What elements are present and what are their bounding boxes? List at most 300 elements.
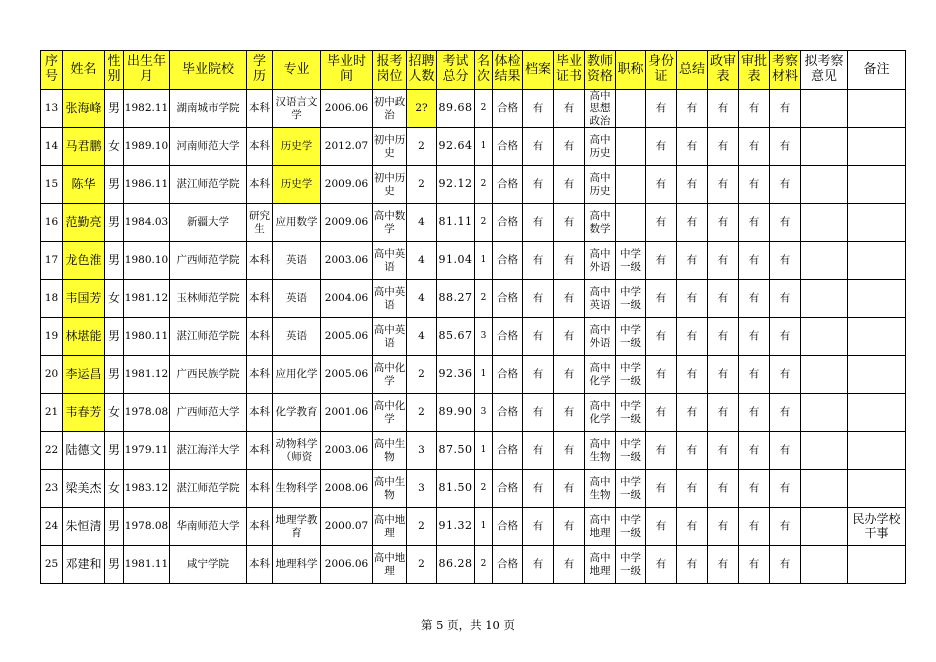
table-cell: 1978.08 <box>124 508 170 546</box>
table-cell: 有 <box>677 242 708 280</box>
column-header: 政审表 <box>708 51 739 90</box>
table-cell: 1 <box>475 356 493 394</box>
table-cell: 本科 <box>247 166 273 204</box>
table-cell <box>848 166 906 204</box>
table-cell: 有 <box>554 242 585 280</box>
table-row <box>41 280 906 318</box>
table-cell: 女 <box>105 470 124 508</box>
column-header: 拟考察意见 <box>801 51 848 90</box>
table-cell: 有 <box>739 90 770 128</box>
table-cell: 化学教育 <box>273 394 321 432</box>
table-cell: 中学一级 <box>616 394 646 432</box>
table-cell: 龙色淮 <box>63 242 105 280</box>
table-cell: 男 <box>105 432 124 470</box>
table-cell: 有 <box>554 318 585 356</box>
table-body <box>41 90 906 584</box>
page-footer: 第 5 页，共 10 页 <box>420 618 516 632</box>
table-row <box>41 204 906 242</box>
table-cell: 有 <box>677 508 708 546</box>
table-cell: 应用化学 <box>273 356 321 394</box>
candidate-table <box>40 50 906 584</box>
table-cell: 2006.06 <box>321 90 373 128</box>
table-cell: 有 <box>646 508 677 546</box>
table-cell: 广西民族学院 <box>170 356 247 394</box>
table-cell: 高中生物 <box>585 432 616 470</box>
column-header: 专业 <box>273 51 321 90</box>
table-cell: 韦国芳 <box>63 280 105 318</box>
table-cell: 有 <box>646 356 677 394</box>
table-cell: 本科 <box>247 508 273 546</box>
table-cell: 2000.07 <box>321 508 373 546</box>
table-cell: 有 <box>739 432 770 470</box>
table-cell: 男 <box>105 166 124 204</box>
table-cell: 91.32 <box>437 508 475 546</box>
table-cell: 有 <box>739 546 770 584</box>
table-cell: 有 <box>708 432 739 470</box>
table-cell: 有 <box>646 280 677 318</box>
table-cell: 19 <box>41 318 63 356</box>
table-cell: 有 <box>770 546 801 584</box>
table-cell: 92.64 <box>437 128 475 166</box>
table-cell: 1989.10 <box>124 128 170 166</box>
table-cell: 有 <box>708 356 739 394</box>
table-cell: 有 <box>770 394 801 432</box>
table-cell: 有 <box>770 432 801 470</box>
table-cell: 高中化学 <box>585 356 616 394</box>
table-cell: 25 <box>41 546 63 584</box>
column-header: 考试总分 <box>437 51 475 90</box>
table-cell <box>848 470 906 508</box>
table-cell: 89.90 <box>437 394 475 432</box>
table-cell: 邓建和 <box>63 546 105 584</box>
table-cell: 1986.11 <box>124 166 170 204</box>
table-row <box>41 394 906 432</box>
column-header: 毕业时间 <box>321 51 373 90</box>
table-cell: 男 <box>105 508 124 546</box>
table-cell: 2 <box>475 280 493 318</box>
table-cell: 男 <box>105 204 124 242</box>
table-cell: 2001.06 <box>321 394 373 432</box>
table-cell: 4 <box>407 318 437 356</box>
table-cell <box>801 470 848 508</box>
table-cell: 2008.06 <box>321 470 373 508</box>
table-cell: 1981.12 <box>124 356 170 394</box>
table-cell: 有 <box>554 204 585 242</box>
table-cell: 高中化学 <box>373 356 407 394</box>
table-cell: 4 <box>407 242 437 280</box>
table-cell: 2 <box>407 546 437 584</box>
table-cell: 有 <box>646 242 677 280</box>
column-header: 职称 <box>616 51 646 90</box>
table-cell: 高中外语 <box>585 318 616 356</box>
table-cell: 1978.08 <box>124 394 170 432</box>
table-cell: 玉林师范学院 <box>170 280 247 318</box>
table-cell: 地理学教育 <box>273 508 321 546</box>
table-cell: 合格 <box>493 356 523 394</box>
table-cell <box>616 204 646 242</box>
table-cell: 有 <box>739 204 770 242</box>
table-row <box>41 242 906 280</box>
table-cell: 高中数学 <box>585 204 616 242</box>
table-cell: 马君鹏 <box>63 128 105 166</box>
table-cell: 韦春芳 <box>63 394 105 432</box>
table-cell: 有 <box>646 318 677 356</box>
table-cell <box>801 432 848 470</box>
column-header: 姓名 <box>63 51 105 90</box>
table-cell: 有 <box>770 508 801 546</box>
table-cell: 86.28 <box>437 546 475 584</box>
table-cell: 有 <box>646 432 677 470</box>
column-header: 总结 <box>677 51 708 90</box>
table-cell: 有 <box>739 242 770 280</box>
table-cell: 有 <box>677 128 708 166</box>
table-cell: 16 <box>41 204 63 242</box>
table-cell: 中学一级 <box>616 242 646 280</box>
table-cell: 动物科学（师资 <box>273 432 321 470</box>
table-cell: 有 <box>739 394 770 432</box>
table-cell: 合格 <box>493 318 523 356</box>
table-cell: 有 <box>739 470 770 508</box>
table-cell: 13 <box>41 90 63 128</box>
table-cell: 林堪能 <box>63 318 105 356</box>
table-cell: 初中历史 <box>373 128 407 166</box>
table-cell: 有 <box>677 356 708 394</box>
table-cell: 中学一级 <box>616 508 646 546</box>
table-cell: 3 <box>475 394 493 432</box>
table-cell: 英语 <box>273 280 321 318</box>
table-cell <box>848 394 906 432</box>
table-cell: 2 <box>475 90 493 128</box>
column-header: 报考岗位 <box>373 51 407 90</box>
table-cell: 有 <box>770 128 801 166</box>
table-cell: 2 <box>407 508 437 546</box>
table-cell <box>848 128 906 166</box>
table-cell: 陆德文 <box>63 432 105 470</box>
table-cell: 有 <box>708 318 739 356</box>
table-cell: 有 <box>523 128 554 166</box>
table-cell: 高中历史 <box>585 166 616 204</box>
table-cell: 中学一级 <box>616 432 646 470</box>
column-header: 备注 <box>848 51 906 90</box>
table-cell: 1 <box>475 128 493 166</box>
table-cell: 2 <box>475 546 493 584</box>
table-cell: 高中生物 <box>585 470 616 508</box>
table-row <box>41 318 906 356</box>
table-cell <box>801 166 848 204</box>
table-cell: 有 <box>708 204 739 242</box>
table-cell: 高中化学 <box>585 394 616 432</box>
table-cell: 高中英语 <box>373 280 407 318</box>
table-cell: 4 <box>407 280 437 318</box>
table-row <box>41 546 906 584</box>
table-cell: 1980.10 <box>124 242 170 280</box>
header-row <box>41 51 906 90</box>
table-cell: 有 <box>523 432 554 470</box>
table-cell: 22 <box>41 432 63 470</box>
table-cell: 有 <box>677 204 708 242</box>
table-cell: 有 <box>739 318 770 356</box>
table-cell: 21 <box>41 394 63 432</box>
table-cell: 24 <box>41 508 63 546</box>
table-cell: 广西师范学院 <box>170 242 247 280</box>
table-cell: 1 <box>475 508 493 546</box>
table-cell: 合格 <box>493 128 523 166</box>
table-cell <box>616 128 646 166</box>
table-cell: 有 <box>523 318 554 356</box>
table-cell: 2? <box>407 90 437 128</box>
table-cell: 初中历史 <box>373 166 407 204</box>
table-cell: 合格 <box>493 508 523 546</box>
table-cell: 有 <box>523 90 554 128</box>
table-cell: 85.67 <box>437 318 475 356</box>
table-cell: 湛江师范学院 <box>170 166 247 204</box>
table-cell: 高中历史 <box>585 128 616 166</box>
table-cell: 有 <box>739 128 770 166</box>
table-cell: 有 <box>554 394 585 432</box>
table-cell: 张海峰 <box>63 90 105 128</box>
table-cell: 华南师范大学 <box>170 508 247 546</box>
table-cell: 本科 <box>247 470 273 508</box>
table-cell: 湛江海洋大学 <box>170 432 247 470</box>
table-cell <box>801 546 848 584</box>
table-cell: 有 <box>523 242 554 280</box>
table-cell: 81.11 <box>437 204 475 242</box>
table-cell <box>801 280 848 318</box>
table-cell: 咸宁学院 <box>170 546 247 584</box>
table-cell: 4 <box>407 204 437 242</box>
table-cell <box>801 508 848 546</box>
table-cell: 高中地理 <box>585 546 616 584</box>
table-cell: 陈华 <box>63 166 105 204</box>
table-cell: 有 <box>554 508 585 546</box>
table-cell: 合格 <box>493 242 523 280</box>
table-cell: 高中英语 <box>373 242 407 280</box>
table-cell: 有 <box>523 470 554 508</box>
table-cell: 高中生物 <box>373 470 407 508</box>
table-cell: 有 <box>770 166 801 204</box>
table-cell: 2004.06 <box>321 280 373 318</box>
table-cell: 有 <box>770 90 801 128</box>
table-cell: 14 <box>41 128 63 166</box>
table-cell: 17 <box>41 242 63 280</box>
table-cell: 2 <box>475 470 493 508</box>
table-cell: 中学一级 <box>616 470 646 508</box>
table-cell: 高中数学 <box>373 204 407 242</box>
table-header <box>41 51 906 90</box>
table-cell: 有 <box>708 128 739 166</box>
table-cell: 湛江师范学院 <box>170 470 247 508</box>
table-cell: 历史学 <box>273 128 321 166</box>
table-cell: 有 <box>523 546 554 584</box>
table-cell: 本科 <box>247 432 273 470</box>
column-header: 序号 <box>41 51 63 90</box>
table-cell: 高中思想政治 <box>585 90 616 128</box>
table-cell: 高中英语 <box>373 318 407 356</box>
table-cell: 有 <box>708 90 739 128</box>
table-cell: 本科 <box>247 394 273 432</box>
table-cell: 2009.06 <box>321 204 373 242</box>
table-cell: 有 <box>523 280 554 318</box>
table-cell: 有 <box>646 204 677 242</box>
table-cell: 有 <box>677 470 708 508</box>
table-cell: 92.36 <box>437 356 475 394</box>
table-cell: 中学一级 <box>616 546 646 584</box>
table-cell: 有 <box>646 394 677 432</box>
table-cell: 中学一级 <box>616 318 646 356</box>
table-cell: 本科 <box>247 90 273 128</box>
table-row <box>41 356 906 394</box>
table-cell: 1981.12 <box>124 280 170 318</box>
table-cell: 有 <box>770 470 801 508</box>
table-cell: 合格 <box>493 546 523 584</box>
table-cell: 2012.07 <box>321 128 373 166</box>
table-cell: 男 <box>105 242 124 280</box>
table-cell: 有 <box>646 470 677 508</box>
table-cell: 民办学校干事 <box>848 508 906 546</box>
table-cell: 有 <box>554 128 585 166</box>
table-cell: 92.12 <box>437 166 475 204</box>
table-cell: 本科 <box>247 242 273 280</box>
table-cell: 2 <box>407 166 437 204</box>
table-cell: 河南师范大学 <box>170 128 247 166</box>
table-cell: 1 <box>475 242 493 280</box>
table-cell: 有 <box>739 508 770 546</box>
table-cell <box>848 280 906 318</box>
table-cell: 有 <box>554 432 585 470</box>
table-cell <box>848 432 906 470</box>
table-cell: 合格 <box>493 90 523 128</box>
table-cell: 有 <box>677 166 708 204</box>
table-cell: 有 <box>677 90 708 128</box>
table-cell: 有 <box>646 546 677 584</box>
column-header: 身份证 <box>646 51 677 90</box>
table-cell: 20 <box>41 356 63 394</box>
table-cell: 有 <box>646 90 677 128</box>
table-cell: 有 <box>708 394 739 432</box>
table-cell: 合格 <box>493 166 523 204</box>
table-cell: 地理科学 <box>273 546 321 584</box>
table-cell: 本科 <box>247 356 273 394</box>
table-cell: 高中地理 <box>373 508 407 546</box>
table-cell: 2003.06 <box>321 432 373 470</box>
table-cell: 有 <box>554 280 585 318</box>
table-row <box>41 166 906 204</box>
table-cell: 2 <box>407 356 437 394</box>
column-header: 档案 <box>523 51 554 90</box>
table-cell <box>848 90 906 128</box>
column-header: 出生年月 <box>124 51 170 90</box>
table-cell: 男 <box>105 90 124 128</box>
table-cell: 有 <box>554 546 585 584</box>
table-cell: 英语 <box>273 242 321 280</box>
table-cell: 有 <box>708 166 739 204</box>
table-cell: 有 <box>646 166 677 204</box>
table-cell: 男 <box>105 546 124 584</box>
table-cell: 本科 <box>247 280 273 318</box>
table-cell: 湛江师范学院 <box>170 318 247 356</box>
table-cell: 有 <box>646 128 677 166</box>
table-cell: 合格 <box>493 280 523 318</box>
table-cell: 广西师范大学 <box>170 394 247 432</box>
table-cell: 女 <box>105 394 124 432</box>
table-row <box>41 508 906 546</box>
table-cell <box>801 394 848 432</box>
table-cell: 高中化学 <box>373 394 407 432</box>
table-cell <box>848 546 906 584</box>
table-cell: 有 <box>677 546 708 584</box>
table-cell: 2 <box>475 166 493 204</box>
table-cell: 女 <box>105 128 124 166</box>
table-cell: 88.27 <box>437 280 475 318</box>
table-cell: 1982.11 <box>124 90 170 128</box>
table-cell: 89.68 <box>437 90 475 128</box>
table-row <box>41 90 906 128</box>
table-cell: 1980.11 <box>124 318 170 356</box>
table-cell: 中学一级 <box>616 356 646 394</box>
table-cell: 有 <box>554 166 585 204</box>
table-cell: 高中外语 <box>585 242 616 280</box>
table-cell: 2 <box>407 394 437 432</box>
table-cell: 高中地理 <box>373 546 407 584</box>
table-cell: 有 <box>770 242 801 280</box>
table-cell: 研究生 <box>247 204 273 242</box>
table-cell: 梁美杰 <box>63 470 105 508</box>
column-header: 考察材料 <box>770 51 801 90</box>
table-cell: 初中政治 <box>373 90 407 128</box>
table-cell: 高中生物 <box>373 432 407 470</box>
table-cell <box>801 204 848 242</box>
table-cell: 1984.03 <box>124 204 170 242</box>
table-cell: 3 <box>475 318 493 356</box>
table-cell <box>616 166 646 204</box>
table-cell: 有 <box>770 204 801 242</box>
table-cell: 中学一级 <box>616 280 646 318</box>
table-cell: 有 <box>739 166 770 204</box>
table-row <box>41 128 906 166</box>
table-cell: 汉语言文学 <box>273 90 321 128</box>
table-cell <box>848 204 906 242</box>
column-header: 审批表 <box>739 51 770 90</box>
table-cell <box>616 90 646 128</box>
table-cell: 有 <box>708 242 739 280</box>
table-cell: 1983.12 <box>124 470 170 508</box>
table-cell: 李运昌 <box>63 356 105 394</box>
table-cell: 2006.06 <box>321 546 373 584</box>
table-cell: 本科 <box>247 128 273 166</box>
table-cell: 合格 <box>493 204 523 242</box>
table-cell: 有 <box>554 470 585 508</box>
table-cell: 有 <box>677 280 708 318</box>
table-cell: 英语 <box>273 318 321 356</box>
table-cell: 1981.11 <box>124 546 170 584</box>
table-cell: 1979.11 <box>124 432 170 470</box>
table-cell: 15 <box>41 166 63 204</box>
column-header: 毕业证书 <box>554 51 585 90</box>
table-cell: 高中地理 <box>585 508 616 546</box>
table-cell: 18 <box>41 280 63 318</box>
column-header: 学历 <box>247 51 273 90</box>
table-cell: 有 <box>523 394 554 432</box>
table-row <box>41 470 906 508</box>
table-cell: 23 <box>41 470 63 508</box>
table-cell: 合格 <box>493 470 523 508</box>
table-cell: 有 <box>554 90 585 128</box>
table-cell: 有 <box>708 546 739 584</box>
table-cell <box>801 90 848 128</box>
table-cell: 91.04 <box>437 242 475 280</box>
table-cell <box>801 128 848 166</box>
column-header: 毕业院校 <box>170 51 247 90</box>
